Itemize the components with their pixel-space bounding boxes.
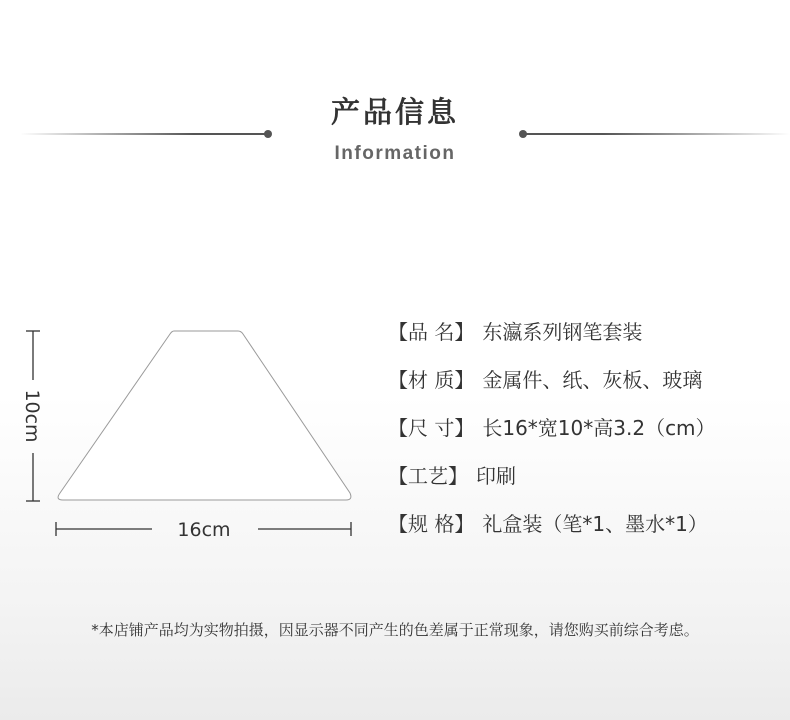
spec-row-name	[388, 318, 788, 366]
spec-label: 【尺 寸】	[388, 416, 475, 440]
width-dimension-label: 16cm	[177, 519, 231, 541]
spec-row-craft	[388, 462, 788, 510]
product-dimension-diagram	[0, 300, 380, 560]
spec-label: 【品 名】	[388, 320, 475, 344]
left-divider-dot	[264, 130, 272, 138]
spec-label: 【材 质】	[388, 368, 475, 392]
spec-value: 东瀛系列钢笔套装	[482, 320, 643, 344]
right-divider-dot	[519, 130, 527, 138]
spec-value: 印刷	[476, 464, 516, 488]
product-shape-outline	[58, 331, 351, 500]
spec-value: 长16*宽10*高3.2（cm）	[482, 416, 716, 440]
right-divider	[523, 133, 790, 135]
height-dimension-label: 10cm	[21, 389, 43, 443]
section-subtitle: Information	[334, 143, 456, 164]
spec-label: 【工艺】	[388, 464, 468, 488]
spec-list	[388, 318, 788, 558]
color-disclaimer-note: *本店铺产品均为实物拍摄，因显示器不同产生的色差属于正常现象，请您购买前综合考虑。	[91, 621, 699, 639]
section-title: 产品信息	[330, 95, 459, 129]
left-divider	[20, 133, 268, 135]
spec-row-material	[388, 366, 788, 414]
spec-label: 【规 格】	[388, 512, 475, 536]
spec-value: 礼盒装（笔*1、墨水*1）	[482, 512, 708, 536]
spec-value: 金属件、纸、灰板、玻璃	[482, 368, 703, 392]
spec-row-package	[388, 510, 788, 558]
spec-row-size	[388, 414, 788, 462]
